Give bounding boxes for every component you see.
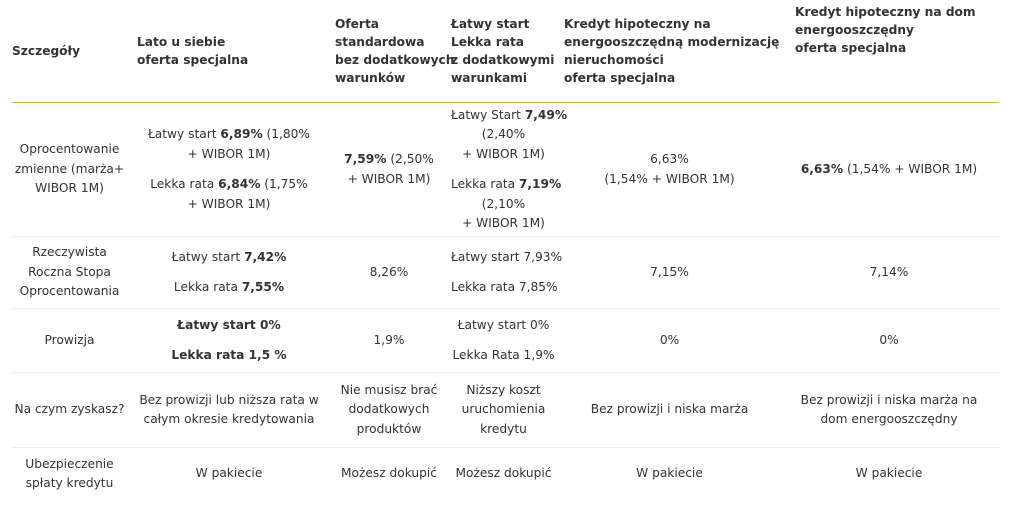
header-energy-modernization: Kredyt hipoteczny na energooszczędną modernizację nieruchomości oferta specjalna (560, 0, 779, 103)
cell-fee-modern: 0% (560, 309, 779, 373)
cell-rrso-modern: 7,15% (560, 237, 779, 309)
cell-interest-modern: 6,63% (1,54% + WIBOR 1M) (560, 103, 779, 237)
cell-insurance-modern: W pakiecie (636, 466, 703, 481)
header-details: Szczegóły (12, 0, 127, 103)
table-row-fee (12, 309, 999, 373)
cell-rrso-lato: Łatwy start 7,42% Lekka rata 7,55% (127, 237, 331, 309)
cell-gain-modern: Bez prowizji i niska marża (560, 373, 779, 448)
cell-gain-latwy: Niższy koszt uruchomienia kredytu (447, 373, 560, 448)
cell-interest-latwy: Łatwy Start 7,49% (2,40% + WIBOR 1M) Lekka rata 7,19% (2,10% + WIBOR 1M) (447, 103, 560, 237)
cell-rrso-standard: 8,26% (331, 237, 447, 309)
header-energy-house: Kredyt hipoteczny na dom energooszczędny oferta specjalna (779, 0, 999, 103)
row-label-rrso: Rzeczywista Roczna Stopa Oprocentowania (12, 237, 127, 309)
cell-fee-latwy: Łatwy start 0% Lekka Rata 1,9% (447, 309, 560, 373)
cell-insurance-dom: W pakiecie (855, 466, 923, 481)
mortgage-comparison-table (12, 0, 999, 500)
cell-fee-standard: 1,9% (331, 309, 447, 373)
cell-insurance-latwy: Możesz dokupić (455, 466, 552, 481)
cell-insurance-standard: Możesz dokupić (341, 466, 437, 481)
cell-fee-dom: 0% (779, 309, 999, 373)
table-row-rrso (12, 237, 999, 309)
cell-insurance-lato: W pakiecie (195, 466, 263, 481)
table-row-insurance (12, 448, 999, 501)
row-label-gain: Na czym zyskasz? (12, 373, 127, 448)
header-standard-offer: Oferta standardowa bez dodatkowych warunków (331, 0, 447, 103)
cell-gain-lato: Bez prowizji lub niższa rata w całym okresie kredytowania (127, 373, 331, 448)
cell-interest-dom: 6,63% (1,54% + WIBOR 1M) (779, 103, 999, 237)
table-row-interest (12, 103, 999, 237)
row-label-interest: Oprocentowanie zmienne (marża+ WIBOR 1M) (12, 103, 127, 237)
header-lato-u-siebie: Lato u siebie oferta specjalna (127, 0, 331, 103)
cell-gain-dom: Bez prowizji i niska marża na dom energooszczędny (779, 373, 999, 448)
header-latwy-start-lekka-rata: Łatwy start Lekka rata z dodatkowymi warunkami (447, 0, 560, 103)
table-header (12, 0, 999, 103)
header-row (12, 0, 999, 103)
cell-interest-standard: 7,59% (2,50% + WIBOR 1M) (331, 103, 447, 237)
row-label-fee: Prowizja (12, 309, 127, 373)
cell-rrso-latwy: Łatwy start 7,93% Lekka rata 7,85% (447, 237, 560, 309)
row-label-insurance: Ubezpieczenie spłaty kredytu (25, 456, 114, 490)
table-body (12, 103, 999, 501)
cell-gain-standard: Nie musisz brać dodatkowych produktów (331, 373, 447, 448)
cell-rrso-dom: 7,14% (779, 237, 999, 309)
cell-fee-lato: Łatwy start 0% Lekka rata 1,5 % (127, 309, 331, 373)
cell-interest-lato: Łatwy start 6,89% (1,80% + WIBOR 1M) Lekka rata 6,84% (1,75% + WIBOR 1M) (127, 103, 331, 237)
table-row-gain (12, 373, 999, 448)
